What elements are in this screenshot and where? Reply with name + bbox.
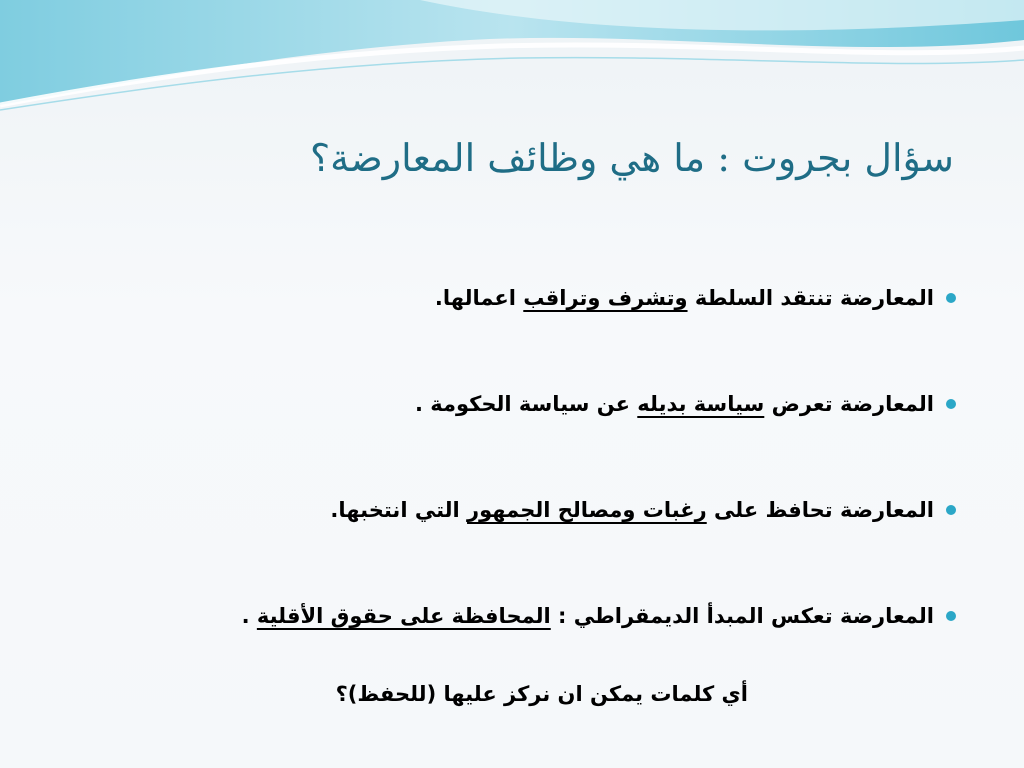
bullet-text: المعارضة تعرض	[764, 392, 934, 416]
question-text: أي كلمات يمكن ان نركز عليها (للحفظ)؟	[335, 682, 748, 706]
bullet-text: المعارضة تنتقد السلطة	[687, 286, 934, 310]
bullet-dot-icon	[946, 505, 956, 515]
bullet-text: اعمالها.	[434, 286, 524, 310]
bullet-underlined-text: رغبات ومصالح الجمهور	[467, 498, 707, 522]
bullet-dot-icon	[946, 611, 956, 621]
bullet-text: المعارضة تعكس المبدأ الديمقراطي :	[550, 604, 934, 628]
bullet-underlined-text: سياسة بديله	[637, 392, 765, 416]
bullet-dot-icon	[946, 293, 956, 303]
bullet-item	[54, 374, 934, 480]
header-wave	[0, 0, 1024, 120]
bullet-item	[54, 480, 934, 586]
bullet-text: عن سياسة الحكومة .	[414, 392, 638, 416]
bullet-text: المعارضة تحافظ على	[706, 498, 934, 522]
bullet-underlined-text: المحافظة على حقوق الأقلية	[256, 604, 551, 628]
bullet-text: .	[241, 604, 257, 628]
slide-title: سؤال بجروت : ما هي وظائف المعارضة؟	[309, 136, 954, 180]
bullet-underlined-text: وتشرف وتراقب	[523, 286, 688, 310]
bullet-list	[54, 268, 934, 692]
bullet-text: التي انتخبها.	[330, 498, 468, 522]
bullet-item	[54, 268, 934, 374]
bullet-dot-icon	[946, 399, 956, 409]
